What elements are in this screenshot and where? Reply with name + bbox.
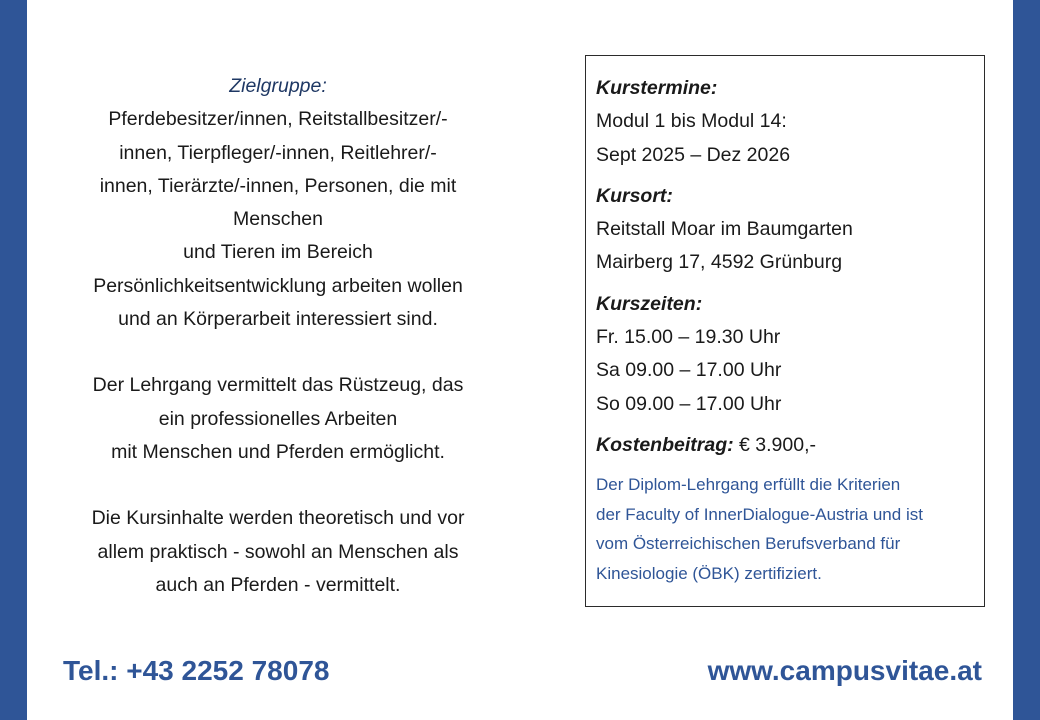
text-line: innen, Tierärzte/-innen, Personen, die mit — [99, 174, 457, 197]
text-line: Menschen — [233, 208, 323, 231]
text-line: Die Kursinhalte werden theoretisch und vor — [91, 507, 465, 530]
course-fee-block — [596, 429, 974, 462]
left-border-bar — [0, 0, 27, 720]
right-border-bar — [1013, 0, 1040, 720]
text-line: und Tieren im Bereich — [183, 241, 373, 264]
course-dates-line: Modul 1 bis Modul 14: — [596, 110, 787, 133]
text-line: und an Körperarbeit interessiert sind. — [118, 308, 438, 331]
course-fee-value: € 3.900,- — [733, 433, 816, 456]
target-group-heading: Zielgruppe: — [229, 75, 327, 97]
note-line: vom Österreichischen Berufsverband für — [596, 534, 901, 554]
course-dates-line: Sept 2025 – Dez 2026 — [596, 143, 791, 166]
text-line: Persönlichkeitsentwicklung arbeiten wollen — [93, 274, 463, 297]
note-line: der Faculty of InnerDialogue-Austria und ist — [596, 504, 923, 524]
course-location-block — [596, 180, 974, 280]
course-times-label: Kurszeiten: — [596, 292, 703, 315]
text-line: Der Lehrgang vermittelt das Rüstzeug, das — [92, 374, 464, 397]
text-line: mit Menschen und Pferden ermöglicht. — [111, 440, 445, 463]
course-times-line: Sa 09.00 – 17.00 Uhr — [596, 359, 782, 382]
note-line: Kinesiologie (ÖBK) zertifiziert. — [596, 563, 822, 583]
course-fee-label: Kostenbeitrag: — [596, 433, 734, 456]
course-location-line: Mairberg 17, 4592 Grünburg — [596, 251, 843, 274]
target-group-section — [58, 70, 498, 602]
course-location-label: Kursort: — [596, 184, 673, 207]
text-line: Pferdebesitzer/innen, Reitstallbesitzer/- — [108, 108, 448, 131]
course-times-block — [596, 288, 974, 421]
course-content-paragraph — [58, 502, 498, 602]
certification-note — [596, 470, 974, 588]
text-line: innen, Tierpfleger/-innen, Reitlehrer/- — [119, 141, 437, 164]
website-link[interactable]: www.campusvitae.at — [707, 655, 982, 686]
text-line: auch an Pferden - vermittelt. — [155, 573, 401, 596]
course-purpose-paragraph — [58, 369, 498, 469]
course-info-box — [585, 55, 985, 607]
course-times-line: Fr. 15.00 – 19.30 Uhr — [596, 326, 781, 349]
course-dates-label: Kurstermine: — [596, 77, 718, 99]
text-line: ein professionelles Arbeiten — [158, 407, 398, 430]
phone-number[interactable]: Tel.: +43 2252 78078 — [63, 655, 330, 686]
note-line: Der Diplom-Lehrgang erfüllt die Kriterien — [596, 475, 901, 495]
course-dates-block — [596, 72, 974, 172]
course-times-line: So 09.00 – 17.00 Uhr — [596, 392, 782, 415]
target-group-paragraph — [58, 103, 498, 336]
course-location-line: Reitstall Moar im Baumgarten — [596, 218, 853, 241]
text-line: allem praktisch - sowohl an Menschen als — [97, 540, 459, 563]
